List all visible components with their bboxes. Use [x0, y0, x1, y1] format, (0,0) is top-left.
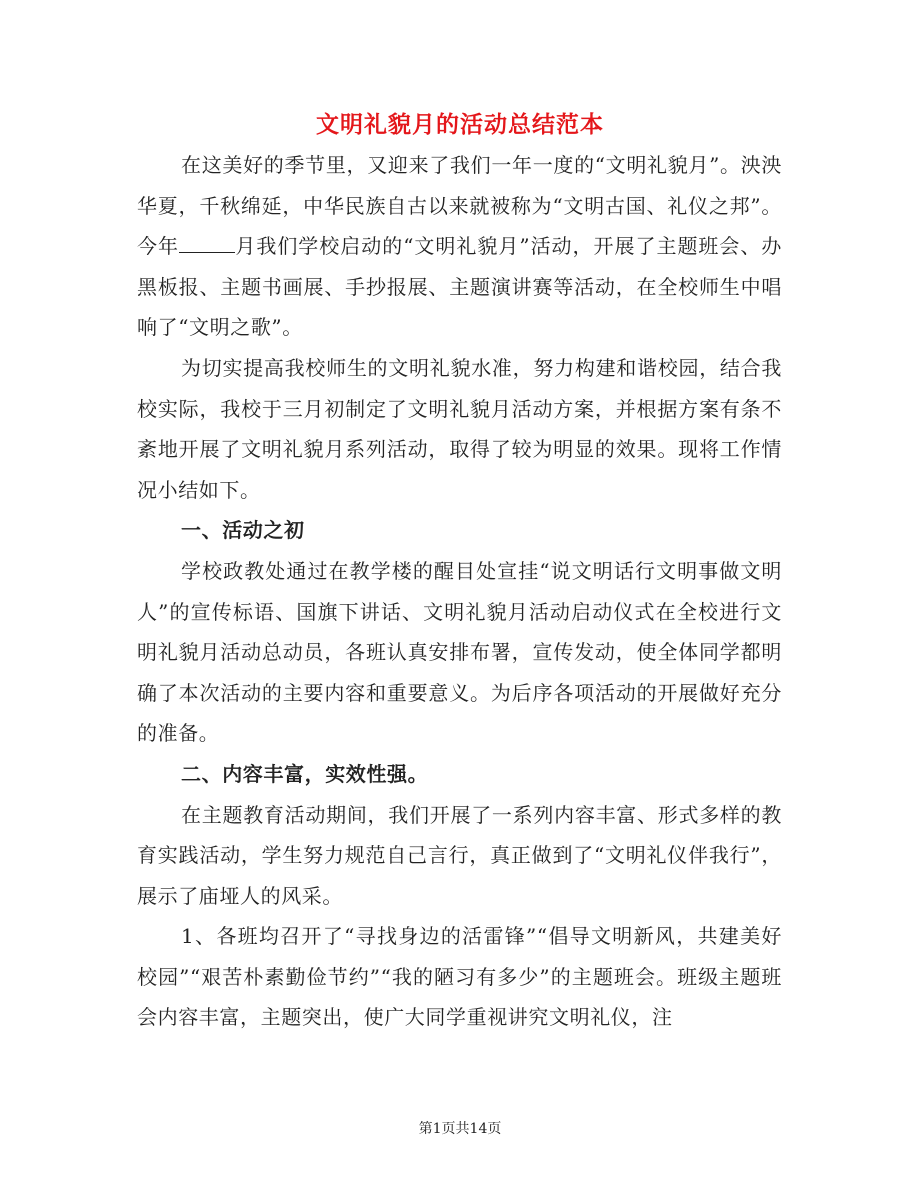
- section-heading-1: 一、活动之初: [181, 518, 305, 543]
- paragraph-intro: [137, 145, 782, 348]
- fill-in-blank: [179, 251, 235, 253]
- paragraph-intro-part1: 在这美好的季节里，又迎来了我们一年一度的“文明礼貌月”。泱泱华夏，千秋绵延，中华民族自古以来就被称为“文明古国、礼仪之邦”。今年: [137, 153, 782, 259]
- document-title: 文明礼貌月的活动总结范本: [316, 111, 604, 138]
- page-number-footer: 第1页共14页: [418, 1121, 502, 1137]
- paragraph-purpose: 为切实提高我校师生的文明礼貌水准，努力构建和谐校园，结合我校实际，我校于三月初制定了文明礼貌月活动方案，并根据方案有条不紊地开展了文明礼貌月系列活动，取得了较为明显的效果。现将工作情况小结如下。: [137, 355, 782, 502]
- paragraph-section-1: 学校政教处通过在教学楼的醒目处宣挂“说文明话行文明事做文明人”的宣传标语、国旗下讲话、文明礼貌月活动启动仪式在全校进行文明礼貌月活动总动员，各班认真安排布署，宣传发动，使全体同学都明确了本次活动的主要内容和重要意义。为后序各项活动的开展做好充分的准备。: [137, 558, 782, 746]
- paragraph-item-1: 1、各班均召开了“寻找身边的活雷锋”“倡导文明新风，共建美好校园”“艰苦朴素勤俭节约”“我的陋习有多少”的主题班会。班级主题班会内容丰富，主题突出，使广大同学重视讲究文明礼仪，注: [137, 924, 782, 1030]
- section-heading-2: 二、内容丰富，实效性强。: [181, 761, 429, 786]
- document-body: [137, 145, 782, 1038]
- paragraph-section-2: 在主题教育活动期间，我们开展了一系列内容丰富、形式多样的教育实践活动，学生努力规范自己言行，真正做到了“文明礼仪伴我行”，展示了庙垭人的风采。: [137, 802, 782, 908]
- paragraph-intro-part2: 月我们学校启动的“文明礼貌月”活动，开展了主题班会、办黑板报、主题书画展、手抄报展、主题演讲赛等活动，在全校师生中唱响了“文明之歌”。: [137, 234, 782, 340]
